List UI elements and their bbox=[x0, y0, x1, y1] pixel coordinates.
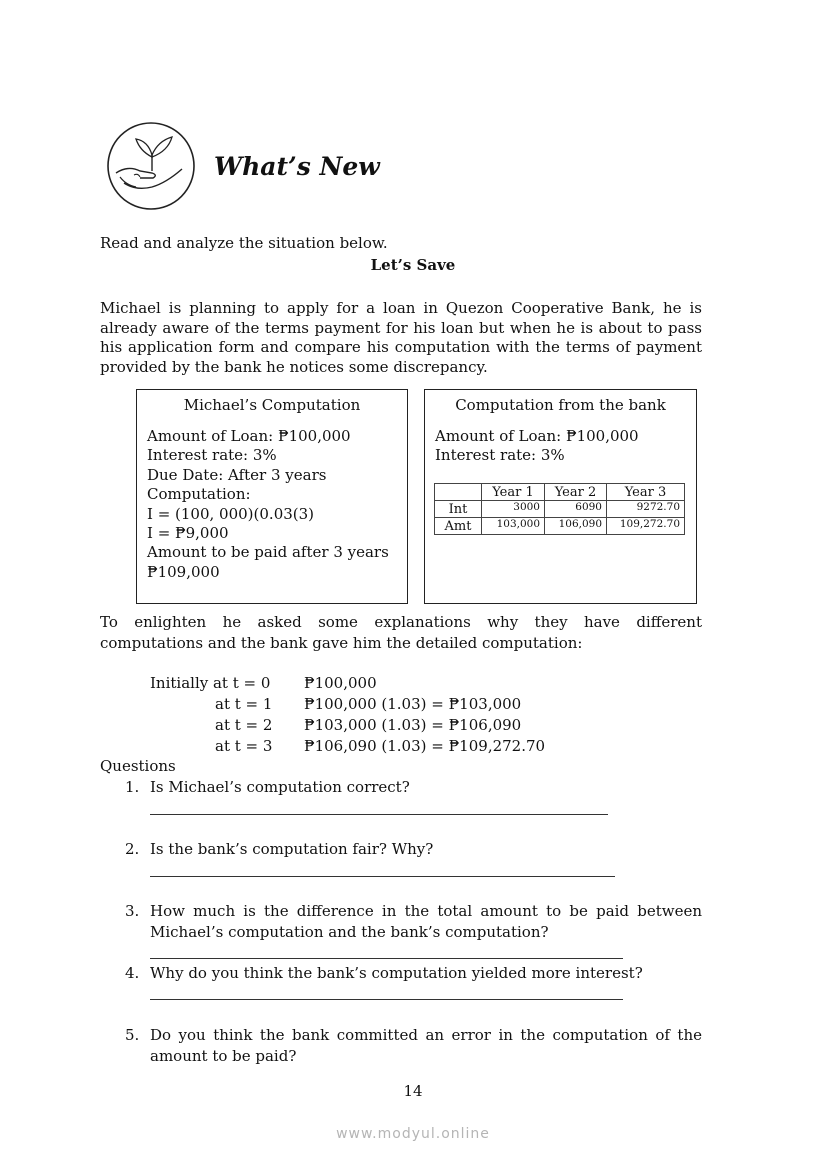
detailed-value: ₱100,000 bbox=[304, 674, 377, 692]
question-text: Why do you think the bank’s computation yielded more interest? bbox=[150, 964, 643, 982]
table-cell: 106,090 bbox=[545, 518, 607, 535]
questions-label: Questions bbox=[100, 757, 176, 775]
table-header-cell: Year 1 bbox=[482, 484, 545, 501]
situation-paragraph: Michael is planning to apply for a loan in Quezon Cooperative Bank, he is already aware of the terms payment for his loan but when he is about to pass his application form and compare his computation with the terms of payment provided by the bank he notices some discrepancy. bbox=[100, 299, 702, 376]
michael-line: ₱109,000 bbox=[147, 562, 220, 581]
section-title: What’s New bbox=[214, 152, 380, 181]
question-text: Do you think the bank committed an error in the computation of the amount to be paid? bbox=[150, 1026, 702, 1065]
table-cell: 6090 bbox=[545, 501, 607, 518]
intro-text: Read and analyze the situation below. bbox=[100, 234, 388, 252]
detailed-label: at t = 1 bbox=[215, 695, 273, 713]
watermark: www.modyul.online bbox=[336, 1126, 490, 1142]
table-header-cell bbox=[435, 484, 482, 501]
question-item bbox=[125, 963, 702, 984]
bank-line: Amount of Loan: ₱100,000 bbox=[435, 427, 639, 445]
table-cell: Amt bbox=[435, 518, 482, 535]
michael-computation-box bbox=[136, 389, 408, 604]
michael-line: Amount to be paid after 3 years bbox=[147, 543, 389, 562]
question-number: 4. bbox=[125, 964, 140, 982]
detailed-label: Initially at t = 0 bbox=[150, 674, 271, 692]
bank-computation-box bbox=[424, 389, 697, 604]
question-item bbox=[125, 901, 702, 942]
bank-box-lines bbox=[435, 427, 639, 466]
detailed-label: at t = 2 bbox=[215, 716, 273, 734]
subtitle: Let’s Save bbox=[370, 256, 456, 274]
table-header-cell: Year 3 bbox=[607, 484, 685, 501]
michael-line: Interest rate: 3% bbox=[147, 446, 277, 465]
table-cell: 9272.70 bbox=[607, 501, 685, 518]
table-row bbox=[435, 501, 685, 518]
page-number: 14 bbox=[403, 1082, 423, 1100]
table-header-cell: Year 2 bbox=[545, 484, 607, 501]
bank-table bbox=[434, 483, 685, 535]
hand-holding-plant-icon bbox=[106, 121, 196, 211]
table-header-row bbox=[435, 484, 685, 501]
question-number: 5. bbox=[125, 1026, 140, 1044]
michael-box-title: Michael’s Computation bbox=[183, 396, 361, 414]
table-cell: 103,000 bbox=[482, 518, 545, 535]
question-item bbox=[125, 777, 702, 798]
detailed-value: ₱106,090 (1.03) = ₱109,272.70 bbox=[304, 737, 546, 755]
question-item bbox=[125, 1025, 702, 1066]
bank-box-title: Computation from the bank bbox=[455, 396, 666, 414]
michael-line: Computation: bbox=[147, 485, 251, 504]
question-number: 1. bbox=[125, 778, 140, 796]
detailed-label: at t = 3 bbox=[215, 737, 273, 755]
answer-line[interactable] bbox=[150, 958, 623, 959]
explanation-paragraph: To enlighten he asked some explanations why they have different computations and the bank gave him the detailed computation: bbox=[100, 613, 702, 652]
bank-line: Interest rate: 3% bbox=[435, 446, 565, 465]
michael-line: I = ₱9,000 bbox=[147, 524, 229, 543]
michael-line: Due Date: After 3 years bbox=[147, 465, 327, 484]
question-item bbox=[125, 839, 702, 860]
question-text: Is the bank’s computation fair? Why? bbox=[150, 840, 434, 858]
question-number: 3. bbox=[125, 902, 140, 920]
michael-line: I = (100, 000)(0.03(3) bbox=[147, 504, 315, 523]
table-cell: 3000 bbox=[482, 501, 545, 518]
michael-box-lines bbox=[147, 427, 389, 582]
answer-line[interactable] bbox=[150, 999, 623, 1000]
table-cell: Int bbox=[435, 501, 482, 518]
answer-line[interactable] bbox=[150, 876, 615, 877]
detailed-value: ₱103,000 (1.03) = ₱106,090 bbox=[304, 716, 522, 734]
michael-line: Amount of Loan: ₱100,000 bbox=[147, 427, 351, 445]
question-text: How much is the difference in the total amount to be paid between Michael’s computation and the bank’s computation? bbox=[150, 902, 702, 941]
answer-line[interactable] bbox=[150, 814, 608, 815]
question-number: 2. bbox=[125, 840, 140, 858]
table-row bbox=[435, 518, 685, 535]
table-cell: 109,272.70 bbox=[607, 518, 685, 535]
detailed-value: ₱100,000 (1.03) = ₱103,000 bbox=[304, 695, 522, 713]
question-text: Is Michael’s computation correct? bbox=[150, 778, 410, 796]
